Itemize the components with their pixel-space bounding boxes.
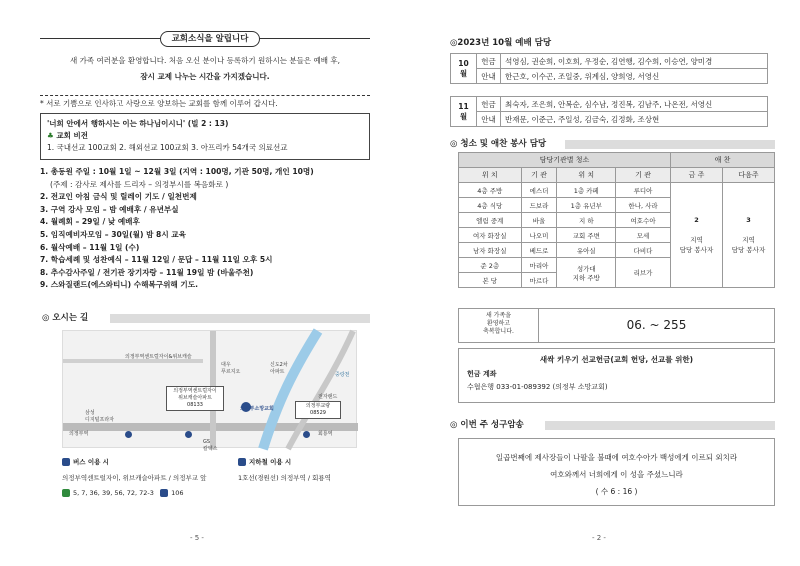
table-cell: 여자 화장실 bbox=[459, 228, 522, 243]
welcome-line: 새 가족 여러분을 환영합니다. 처음 오신 분이나 등록하기 원하시는 분들은 예배 후, bbox=[69, 56, 341, 65]
table-cell: 나오미 bbox=[521, 228, 557, 243]
table-cell: 4층 주방 bbox=[459, 183, 522, 198]
role-cell: 안내 bbox=[477, 112, 501, 127]
memory-verse-box bbox=[458, 438, 775, 506]
table-cell: 한나, 사라 bbox=[616, 198, 671, 213]
table-cell: 리브가 bbox=[616, 258, 671, 288]
mission-account-label: 헌금 계좌 bbox=[467, 370, 497, 378]
list-item: 5. 임직예비자모임 – 30일(월) 밤 8시 교육 bbox=[40, 229, 186, 239]
cleaning-table bbox=[458, 152, 775, 288]
col-header: 금 주 bbox=[671, 168, 723, 183]
verse-line: 여호와께서 너희에게 이 성을 주셨느니라 bbox=[550, 470, 683, 479]
col-header: 기 관 bbox=[616, 168, 671, 183]
worship-table bbox=[450, 96, 768, 127]
role-cell: 헌금 bbox=[477, 97, 501, 112]
bus-title: 버스 이용 시 bbox=[62, 457, 109, 466]
list-item: 9. 스와질랜드(에스와티니) 수해복구위해 기도. bbox=[40, 280, 198, 290]
table-row bbox=[459, 183, 775, 198]
table-cell: 루디아 bbox=[616, 183, 671, 198]
announcement-list bbox=[40, 166, 380, 292]
map-label: 의정부역센트럴자이&위브캐슬 bbox=[125, 354, 192, 360]
month-cell: 11월 bbox=[451, 97, 477, 127]
vision-text: 1. 국내선교 100교회 2. 해외선교 100교회 3. 아프리카 54개국 의료선교 bbox=[47, 143, 288, 152]
right-page bbox=[400, 0, 800, 566]
table-cell: 마르다 bbox=[521, 273, 557, 288]
map-label: 의정부역 bbox=[69, 431, 89, 437]
meal-next-cell: 3 지역 담당 봉사자 bbox=[723, 183, 775, 288]
subway-text: 1호선(경원선) 의정부역 / 회룡역 bbox=[238, 474, 331, 482]
table-cell: 남자 화장실 bbox=[459, 243, 522, 258]
map-label: 전자랜드 bbox=[318, 394, 338, 400]
list-item: 6. 월삭예배 – 11월 1일 (수) bbox=[40, 242, 140, 252]
names-cell: 반재문, 이준근, 주일성, 김금숙, 김정화, 조상현 bbox=[501, 112, 768, 127]
role-cell: 헌금 bbox=[477, 54, 501, 69]
table-cell: 여호수아 bbox=[616, 213, 671, 228]
verse: '너희 안에서 행하시는 이는 하나님이시니' (빌 2 : 13) bbox=[47, 119, 229, 128]
col-header: 다음주 bbox=[723, 168, 775, 183]
names-cell: 석영심, 권순희, 이호희, 우정순, 김연행, 김수희, 이승연, 양미경 bbox=[501, 54, 768, 69]
list-item: 3. 구역 강사 모임 – 밤 예배후 / 유년부실 bbox=[40, 204, 179, 214]
map-label: 중랑천 bbox=[335, 372, 350, 378]
table-cell: 준 2층 bbox=[459, 258, 522, 273]
page-number: - 2 - bbox=[592, 534, 606, 542]
table-cell: 모세 bbox=[616, 228, 671, 243]
map-label: 신도2차 아파트 bbox=[270, 362, 288, 375]
names-cell: 최숙자, 조은희, 안복순, 심수남, 정진복, 김남주, 나온전, 서영신 bbox=[501, 97, 768, 112]
table-cell: 교회 주변 bbox=[557, 228, 616, 243]
col-header: 위 치 bbox=[557, 168, 616, 183]
map-label: 삼성 디지털프라자 bbox=[85, 410, 114, 423]
table-cell: 성가대 지하 주방 bbox=[557, 258, 616, 288]
bus-icon bbox=[62, 489, 70, 497]
table-cell: 드보라 bbox=[521, 198, 557, 213]
cleaning-head: 담당기관별 청소 bbox=[459, 153, 671, 168]
table-cell: 본 당 bbox=[459, 273, 522, 288]
verse-line: 일곱번째에 제사장들이 나팔을 불때에 여호수아가 백성에게 이르되 외치라 bbox=[495, 453, 738, 462]
subway-title: 지하철 이용 시 bbox=[238, 457, 291, 466]
welcome-label: 새 가족을 환영하고 축복합니다. bbox=[459, 309, 539, 342]
table-cell: 바울 bbox=[521, 213, 557, 228]
section-bar bbox=[565, 140, 775, 149]
list-item: 4. 월례회 – 29일 / 낮 예배후 bbox=[40, 217, 140, 227]
worship-title: ◎2023년 10월 예배 담당 bbox=[450, 38, 552, 48]
col-header: 위 치 bbox=[459, 168, 522, 183]
map-church-label: 의정부소망교회 bbox=[240, 406, 274, 412]
verse-box bbox=[40, 113, 370, 160]
map-box: 의정부교량 08529 bbox=[295, 401, 341, 419]
bus-icon bbox=[160, 489, 168, 497]
note: * 서로 기쁨으로 인사하고 사랑으로 양보하는 교회를 함께 이루어 갑시다. bbox=[40, 99, 278, 108]
list-item: 7. 학습세례 및 성찬예식 – 11월 12일 / 문답 – 11월 11일 오후 5시 bbox=[40, 255, 273, 265]
table-cell: 1층 유년부 bbox=[557, 198, 616, 213]
table-cell: 유아실 bbox=[557, 243, 616, 258]
map-label: 회룡역 bbox=[318, 431, 333, 437]
news-title: 교회소식을 알립니다 bbox=[160, 31, 260, 47]
table-cell: 다비다 bbox=[616, 243, 671, 258]
meal-this-cell: 2 지역 담당 봉사자 bbox=[671, 183, 723, 288]
vision-title: 교회 비전 bbox=[56, 131, 88, 140]
verse-ref: ( 수 6 : 16 ) bbox=[595, 487, 638, 496]
bus-stop: 의정부역센트럴자이, 위브캐슬아파트 / 의정부교 앞 bbox=[62, 474, 207, 482]
subway-icon bbox=[238, 458, 246, 466]
map-label: 대우 푸르지오 bbox=[221, 362, 241, 375]
cleaning-title: ◎ 청소 및 애찬 봉사 담당 bbox=[450, 139, 547, 149]
table-cell: 에스더 bbox=[521, 183, 557, 198]
role-cell: 안내 bbox=[477, 69, 501, 84]
bus-icon bbox=[62, 458, 70, 466]
page-number: - 5 - bbox=[190, 534, 204, 542]
meal-head: 애 찬 bbox=[671, 153, 775, 168]
list-item: 8. 추수감사주일 / 전기관 장기자랑 – 11월 19일 밤 (바울주천) bbox=[40, 267, 254, 277]
table-cell: 지 하 bbox=[557, 213, 616, 228]
table-cell: 1층 카페 bbox=[557, 183, 616, 198]
metro-icon bbox=[185, 431, 192, 438]
map-box: 의정부역센트럴자이 위브캐슬아파트 08133 bbox=[166, 386, 224, 411]
news-box bbox=[40, 34, 370, 96]
bus-numbers: 5, 7, 36, 39, 56, 72, 72-3 106 bbox=[62, 489, 184, 497]
month-cell: 10월 bbox=[451, 54, 477, 84]
worship-table bbox=[450, 53, 768, 84]
table-cell: 마리아 bbox=[521, 258, 557, 273]
directions-title: ◎ 오시는 길 bbox=[42, 313, 89, 323]
list-item: (주제 : 감사로 제사를 드리자 – 의정부시를 복음화로 ) bbox=[50, 179, 229, 189]
welcome-line: 잠시 교제 나누는 시간을 가지겠습니다. bbox=[140, 72, 270, 81]
section-bar bbox=[545, 421, 775, 430]
names-cell: 한근호, 이수곤, 조일중, 위계심, 양희영, 서영신 bbox=[501, 69, 768, 84]
list-item: 2. 전교인 아침 금식 및 릴레이 기도 / 일천번제 bbox=[40, 192, 197, 202]
welcome-box bbox=[458, 308, 775, 343]
map-label: GS 칼텍스 bbox=[203, 439, 218, 452]
table-cell: 엘림 중계 bbox=[459, 213, 522, 228]
list-item: 1. 총동원 주일 : 10월 1일 ~ 12월 3일 (지역 : 100명, 기관 50명, 개인 10명) bbox=[40, 167, 314, 176]
table-cell: 베드로 bbox=[521, 243, 557, 258]
metro-icon bbox=[125, 431, 132, 438]
map bbox=[62, 330, 357, 452]
section-bar bbox=[110, 314, 370, 323]
welcome-value: 06. ~ 255 bbox=[626, 318, 687, 332]
col-header: 기 관 bbox=[521, 168, 557, 183]
mission-title: 새싹 키우기 선교헌금(교회 헌당, 선교를 위한) bbox=[539, 355, 694, 364]
clover-icon: ♣ bbox=[47, 131, 54, 140]
verse-title: ◎ 이번 주 성구암송 bbox=[450, 420, 524, 430]
mission-box bbox=[458, 348, 775, 403]
metro-icon bbox=[303, 431, 310, 438]
mission-account: 수협은행 033-01-089392 (의정부 소망교회) bbox=[467, 383, 608, 391]
table-cell: 4층 식당 bbox=[459, 198, 522, 213]
